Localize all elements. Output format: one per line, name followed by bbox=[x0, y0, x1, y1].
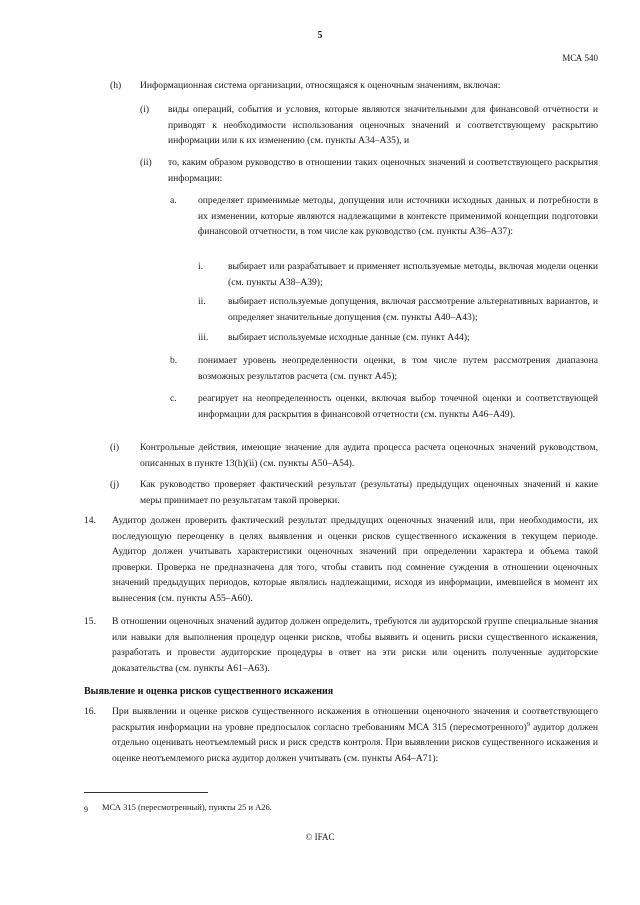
standard-code: МСА 540 bbox=[562, 53, 598, 63]
list-marker-a-iii: iii. bbox=[198, 332, 209, 343]
page-number: 5 bbox=[317, 30, 323, 41]
list-marker-j: (j) bbox=[110, 479, 120, 490]
copyright-footer: © IFAC bbox=[305, 832, 335, 842]
footnote-divider bbox=[84, 792, 208, 793]
list-marker-a-i: i. bbox=[198, 261, 204, 272]
list-marker-a-ii: ii. bbox=[198, 296, 206, 307]
paragraph-16-text-part2: аудитор должен отдельно оценивать неотъемлемый риск и риск средств контроля. При выявлении рисков существенного искажения и оценке неотъемлемого риска аудитор должен учитывать (см. пункты A64–A71): bbox=[112, 721, 598, 764]
list-marker-h-ii: (ii) bbox=[140, 157, 152, 168]
section-heading: Выявление и оценка рисков существенного искажения bbox=[84, 686, 334, 697]
list-marker-a: a. bbox=[170, 195, 177, 206]
footnote-reference[interactable]: 9 bbox=[526, 720, 531, 728]
list-marker-h-i: (i) bbox=[140, 104, 150, 115]
item-h-text: Информационная система организации, относящаяся к оценочным значениям, включая: bbox=[140, 80, 501, 91]
paragraph-number-14: 14. bbox=[84, 515, 96, 526]
item-a-iii-text: выбирает используемые исходные данные (см. пункт A44); bbox=[228, 332, 470, 343]
item-a-ii-text: выбирает используемые допущения, включая рассмотрение альтернативных вариантов, и определяет значительные допущения (см. пункты A40–A43); bbox=[228, 296, 598, 323]
item-a-text: определяет применимые методы, допущения или источники исходных данных и потребности в их изменении, которые являются надлежащими в контексте применимой концепции подготовки финансовой отчетности, в том числе как руководство (см. пункты A36–A37): bbox=[198, 195, 598, 238]
item-j-text: Как руководство проверяет фактический результат (результаты) предыдущих оценочных значений и какие меры принимает по результатам такой проверки. bbox=[140, 479, 598, 506]
footnote-marker: 9 bbox=[84, 805, 88, 814]
list-marker-c: c. bbox=[170, 393, 177, 404]
item-h-ii-text: то, каким образом руководство в отношении таких оценочных значений и соответствующего раскрытия информации: bbox=[168, 157, 598, 184]
paragraph-number-15: 15. bbox=[84, 616, 96, 627]
list-marker-i: (i) bbox=[110, 442, 120, 453]
paragraph-number-16: 16. bbox=[84, 706, 96, 717]
paragraph-14-text: Аудитор должен проверить фактический результат предыдущих оценочных значений или, при необходимости, их последующую переоценку в целях выявления и оценки рисков существенного искажения в текущем периоде. Аудитор должен учитывать характеристики оценочных значений при определении характера и объема такой проверки. Проверка не предназначена для того, чтобы ставить под сомнение суждения в отношении оценочных значений предыдущих периодов, которые являлись надлежащими, исходя из информации, имевшейся в момент их вынесения (см. пункты A55–A60). bbox=[112, 515, 598, 604]
item-a-i-text: выбирает или разрабатывает и применяет используемые методы, включая модели оценки (см. пункты A38–A39); bbox=[228, 261, 598, 288]
item-h-i-text: виды операций, события и условия, которые являются значительными для финансовой отчетности и приводят к необходимости использования оценочных значений и соответствующему раскрытию информации или к их изменению (см. пункты A34–A35), и bbox=[168, 104, 598, 147]
paragraph-16-text-part1: При выявлении и оценке рисков существенного искажения в отношении оценочного значения и соответствующего раскрытия информации на уровне предпосылок согласно требованиям МСА 315 (пересмотренного) bbox=[112, 706, 598, 733]
footnote-text: МСА 315 (пересмотренный), пункты 25 и A26. bbox=[102, 802, 272, 812]
item-b-text: понимает уровень неопределенности оценки, в том числе путем рассмотрения диапазона возможных результатов расчета (см. пункт A45); bbox=[198, 355, 598, 382]
item-c-text: реагирует на неопределенность оценки, включая выбор точечной оценки и соответствующей информации для раскрытия в финансовой отчетности (см. пункты A46–A49). bbox=[198, 393, 598, 420]
list-marker-b: b. bbox=[170, 355, 178, 366]
paragraph-16-text bbox=[112, 704, 598, 766]
item-i-text: Контрольные действия, имеющие значение для аудита процесса расчета оценочных значений руководством, описанных в пункте 13(h)(ii) (см. пункты A50–A54). bbox=[140, 442, 598, 469]
list-marker-h: (h) bbox=[110, 80, 122, 91]
paragraph-15-text: В отношении оценочных значений аудитор должен определить, требуются ли аудиторской группе специальные знания или навыки для выполнения процедур оценки рисков, чтобы выявить и оценить риски существенного искажения, разработать и провести аудиторские процедуры в ответ на эти риски или оценить полученные аудиторские доказательства (см. пункты A61–A63). bbox=[112, 616, 598, 674]
